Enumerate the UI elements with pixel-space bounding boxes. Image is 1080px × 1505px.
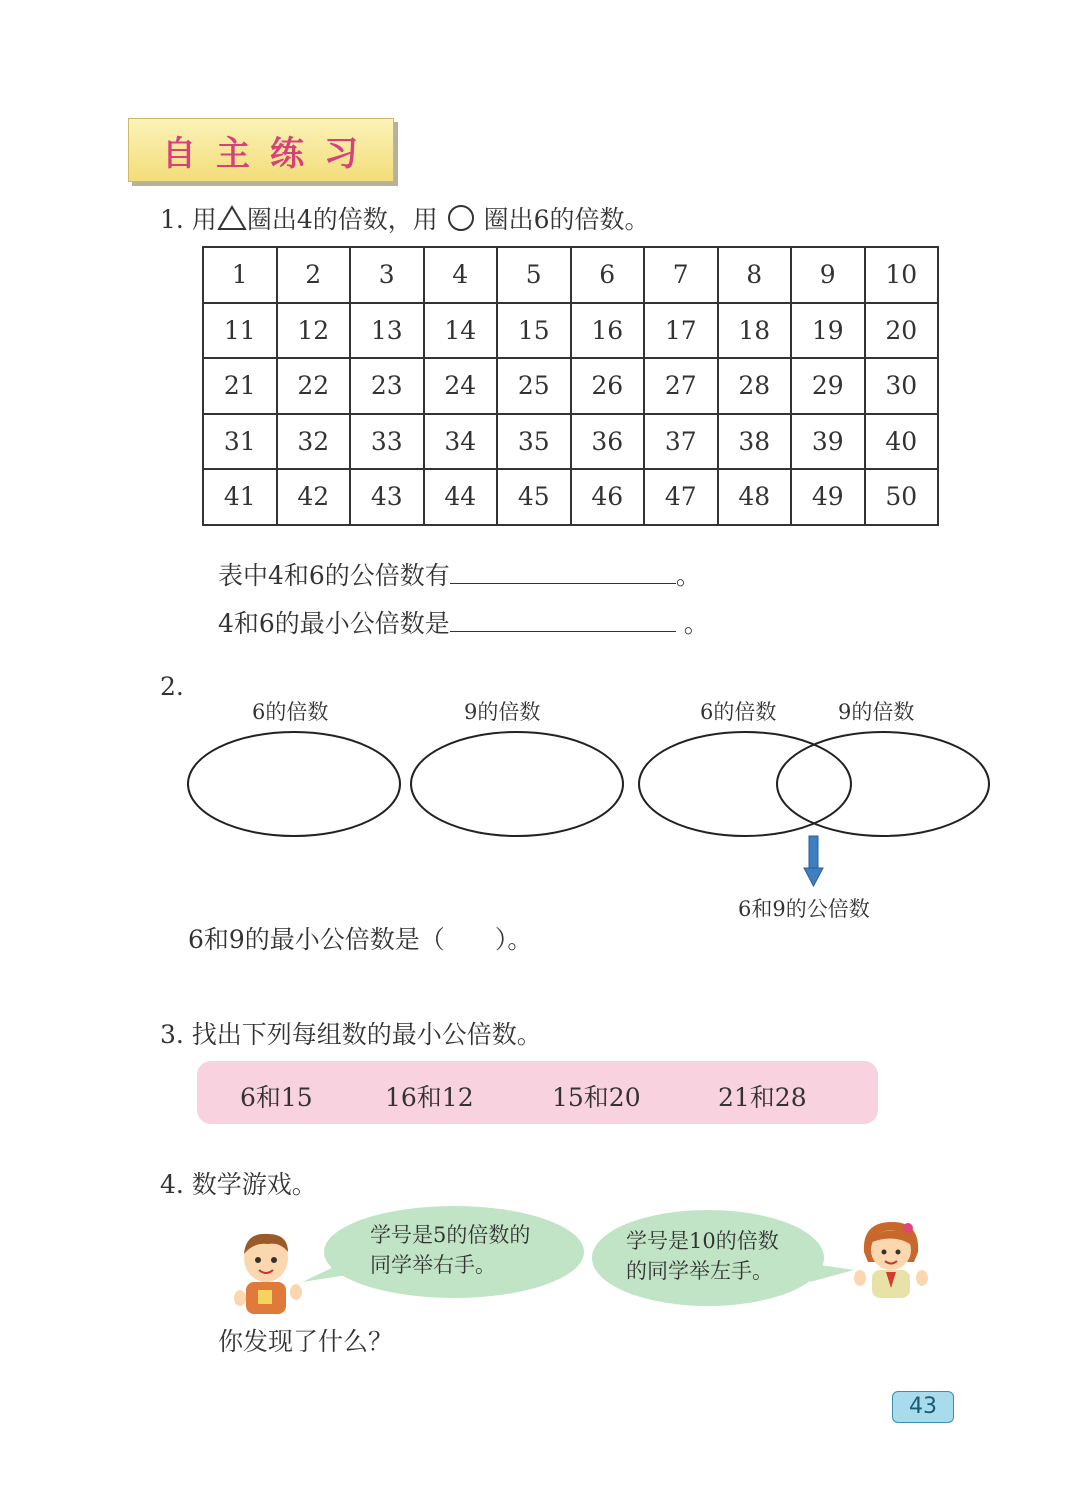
grid-cell[interactable]: 31 [203,414,277,470]
q1-title-part1: 1. 用 [160,205,217,234]
venn-label-6-multiples: 6的倍数 [700,700,777,724]
grid-cell[interactable]: 25 [497,358,571,414]
q4-title: 4. 数学游戏。 [160,1170,317,1199]
grid-cell[interactable]: 9 [791,247,865,303]
grid-cell[interactable]: 22 [277,358,351,414]
q4-question: 你发现了什么？ [218,1327,394,1356]
girl-illustration [850,1216,932,1298]
q2-lcm-prompt: 6和9的最小公倍数是（ ）。 [188,925,533,954]
lcm-prompt: 4和6的最小公倍数是 [218,609,450,638]
grid-cell[interactable]: 5 [497,247,571,303]
period: 。 [675,561,701,590]
oval-6-multiples[interactable] [188,732,400,836]
oval-label-9-multiples: 9的倍数 [464,700,541,724]
grid-cell[interactable]: 47 [644,469,718,525]
grid-cell[interactable]: 10 [865,247,939,303]
grid-cell[interactable]: 39 [791,414,865,470]
grid-cell[interactable]: 17 [644,303,718,359]
grid-cell[interactable]: 19 [791,303,865,359]
grid-cell[interactable]: 12 [277,303,351,359]
common-multiples-label: 6和9的公倍数 [738,897,870,921]
grid-cell[interactable]: 4 [424,247,498,303]
grid-cell[interactable]: 33 [350,414,424,470]
grid-cell[interactable]: 24 [424,358,498,414]
venn-label-9-multiples: 9的倍数 [838,700,915,724]
grid-cell[interactable]: 3 [350,247,424,303]
grid-cell[interactable]: 45 [497,469,571,525]
page-number: 43 [892,1391,954,1423]
bubble-left-line1: 学号是5的倍数的 [370,1223,531,1247]
grid-cell[interactable]: 7 [644,247,718,303]
grid-cell[interactable]: 16 [571,303,645,359]
grid-cell[interactable]: 21 [203,358,277,414]
grid-cell[interactable]: 43 [350,469,424,525]
grid-cell[interactable]: 38 [718,414,792,470]
grid-cell[interactable]: 36 [571,414,645,470]
grid-cell[interactable]: 29 [791,358,865,414]
grid-cell[interactable]: 15 [497,303,571,359]
grid-cell[interactable]: 8 [718,247,792,303]
common-multiples-prompt: 表中4和6的公倍数有 [218,561,450,590]
q2-number: 2. [160,672,184,701]
grid-cell[interactable]: 1 [203,247,277,303]
venn-oval-9-multiples[interactable] [777,732,989,836]
grid-cell[interactable]: 14 [424,303,498,359]
pair-item: 15和20 [552,1083,641,1112]
grid-cell[interactable]: 27 [644,358,718,414]
grid-cell[interactable]: 30 [865,358,939,414]
grid-cell[interactable]: 20 [865,303,939,359]
grid-cell[interactable]: 2 [277,247,351,303]
pair-item: 21和28 [718,1083,807,1112]
grid-cell[interactable]: 26 [571,358,645,414]
period: 。 [683,609,709,638]
grid-cell[interactable]: 28 [718,358,792,414]
q1-title-part3: 圈出6的倍数。 [483,205,650,234]
grid-cell[interactable]: 42 [277,469,351,525]
grid-cell[interactable]: 50 [865,469,939,525]
bubble-right-text [626,1226,779,1286]
oval-label-6-multiples: 6的倍数 [252,700,329,724]
grid-cell[interactable]: 13 [350,303,424,359]
pair-item: 6和15 [240,1083,313,1112]
grid-cell[interactable]: 23 [350,358,424,414]
grid-cell[interactable]: 18 [718,303,792,359]
q1-title-part2: 圈出4的倍数，用 [246,205,438,234]
bubble-right-line2: 的同学举左手。 [626,1259,773,1283]
q3-title: 3. 找出下列每组数的最小公倍数。 [160,1020,542,1049]
grid-cell[interactable]: 41 [203,469,277,525]
grid-cell[interactable]: 46 [571,469,645,525]
bubble-right-line1: 学号是10的倍数 [626,1229,779,1253]
grid-cell[interactable]: 6 [571,247,645,303]
grid-cell[interactable]: 11 [203,303,277,359]
grid-cell[interactable]: 34 [424,414,498,470]
grid-cell[interactable]: 48 [718,469,792,525]
grid-cell[interactable]: 49 [791,469,865,525]
down-arrow-icon [804,836,823,886]
section-header: 自主练习 [128,118,394,182]
bubble-left-text [370,1220,530,1280]
grid-cell[interactable]: 32 [277,414,351,470]
grid-cell[interactable]: 35 [497,414,571,470]
oval-9-multiples[interactable] [411,732,623,836]
venn-oval-6-multiples[interactable] [639,732,851,836]
grid-cell[interactable]: 44 [424,469,498,525]
pair-item: 16和12 [385,1083,474,1112]
grid-cell[interactable]: 40 [865,414,939,470]
bubble-left-line2: 同学举右手。 [370,1253,496,1277]
grid-cell[interactable]: 37 [644,414,718,470]
